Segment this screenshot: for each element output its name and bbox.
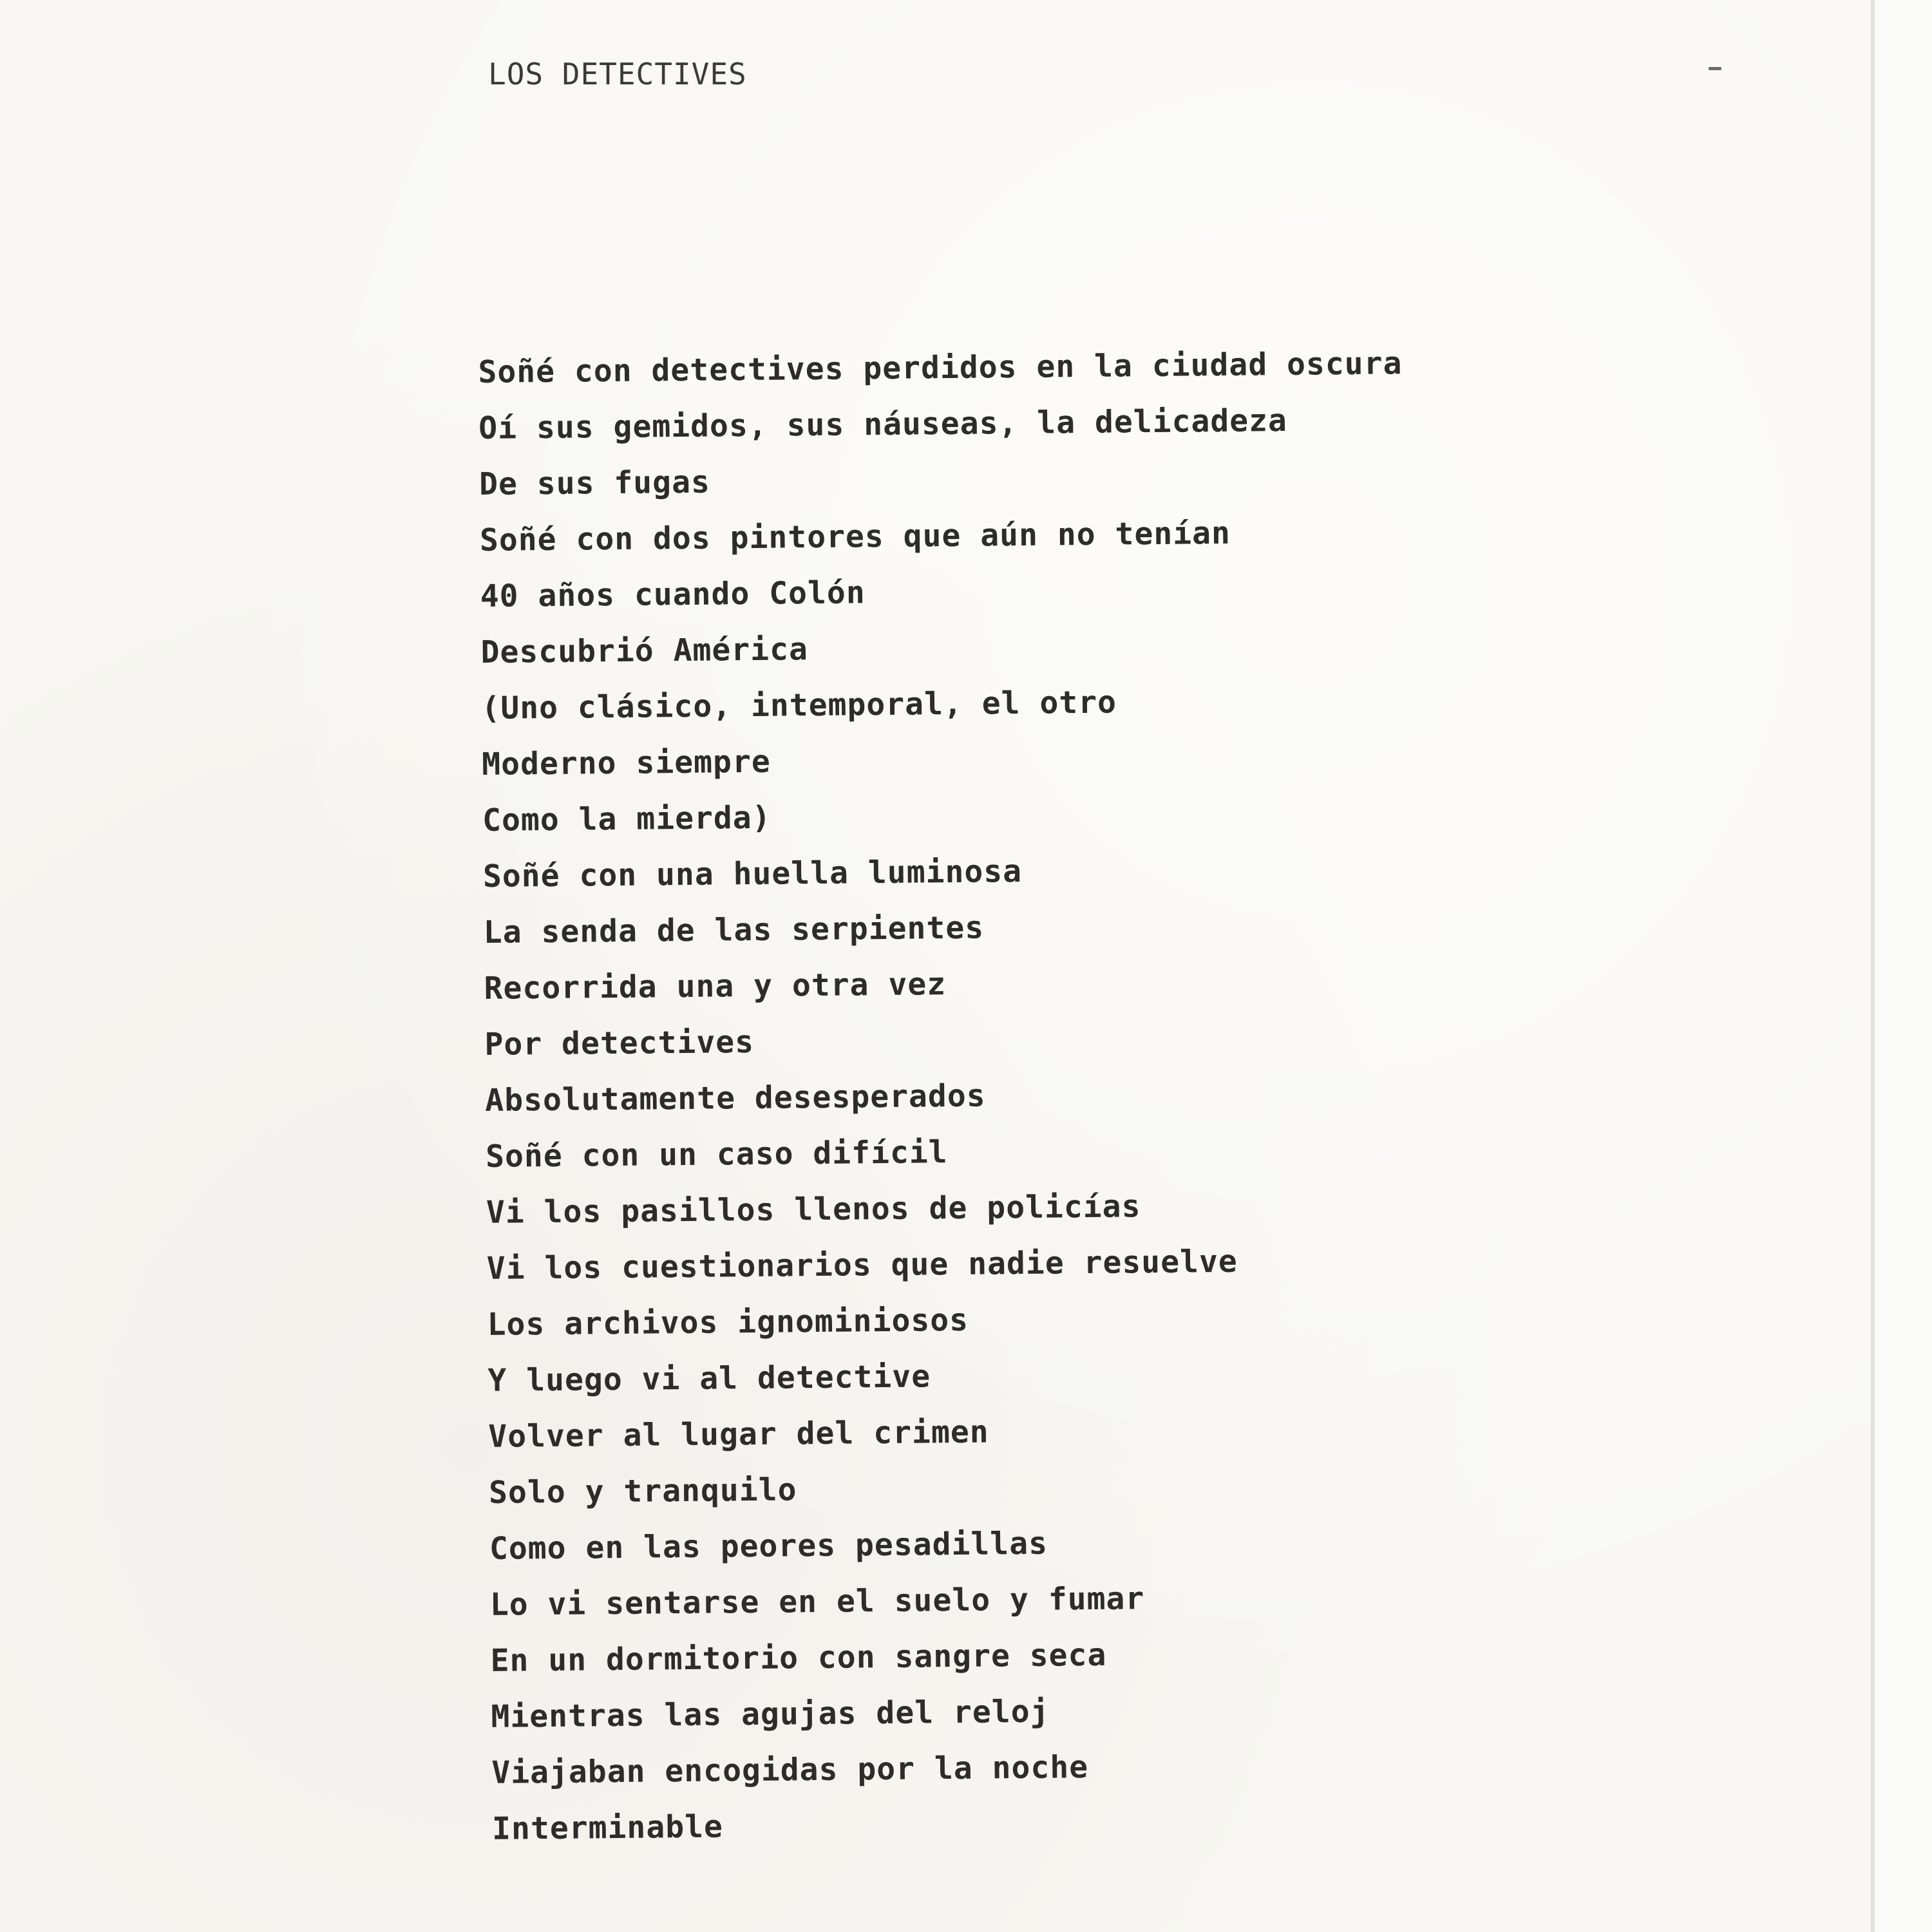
poem-line: Volver al lugar del crimen <box>488 1414 989 1455</box>
scan-margin <box>1875 0 1932 1932</box>
poem-line: La senda de las serpientes <box>483 909 985 951</box>
poem-line: Por detectives <box>484 1023 755 1063</box>
poem-line: Vi los pasillos llenos de policías <box>486 1188 1141 1231</box>
poem-line: Viajaban encogidas por la noche <box>491 1749 1089 1791</box>
poem-line: Descubrió América <box>480 631 809 670</box>
poem-line: Soñé con detectives perdidos en la ciudad oscura <box>478 345 1403 390</box>
poem-line: Solo y tranquilo <box>488 1472 797 1511</box>
poem-line: Interminable <box>491 1808 724 1847</box>
poem-line: Oí sus gemidos, sus náuseas, la delicadeza <box>478 402 1288 446</box>
poem-line: Los archivos ignominiosos <box>487 1302 969 1343</box>
poem-line: Como la mierda) <box>482 799 772 838</box>
poem-line: Lo vi sentarse en el suelo y fumar <box>489 1580 1145 1623</box>
ink-speck <box>1709 67 1721 70</box>
poem-line: Absolutamente desesperados <box>485 1077 986 1119</box>
poem-body <box>478 336 1417 1857</box>
poem-line: Moderno siempre <box>481 743 771 782</box>
poem-line: Recorrida una y otra vez <box>484 966 947 1007</box>
poem-line: Vi los cuestionarios que nadie resuelve <box>486 1243 1238 1287</box>
poem-line: (Uno clásico, intemporal, el otro <box>481 684 1117 726</box>
poem-line: Soñé con una huella luminosa <box>482 853 1023 895</box>
poem-line: En un dormitorio con sangre seca <box>490 1636 1107 1679</box>
poem-line: Soñé con un caso difícil <box>485 1134 948 1175</box>
poem-line: Como en las peores pesadillas <box>489 1525 1048 1567</box>
poem-title: LOS DETECTIVES <box>488 57 747 91</box>
poem-line: Mientras las agujas del reloj <box>491 1693 1050 1735</box>
poem-line: Soñé con dos pintores que aún no tenían <box>479 515 1231 558</box>
poem-line: De sus fugas <box>478 464 711 502</box>
poem-line: Y luego vi al detective <box>488 1358 931 1399</box>
poem-line: 40 años cuando Colón <box>480 574 866 614</box>
